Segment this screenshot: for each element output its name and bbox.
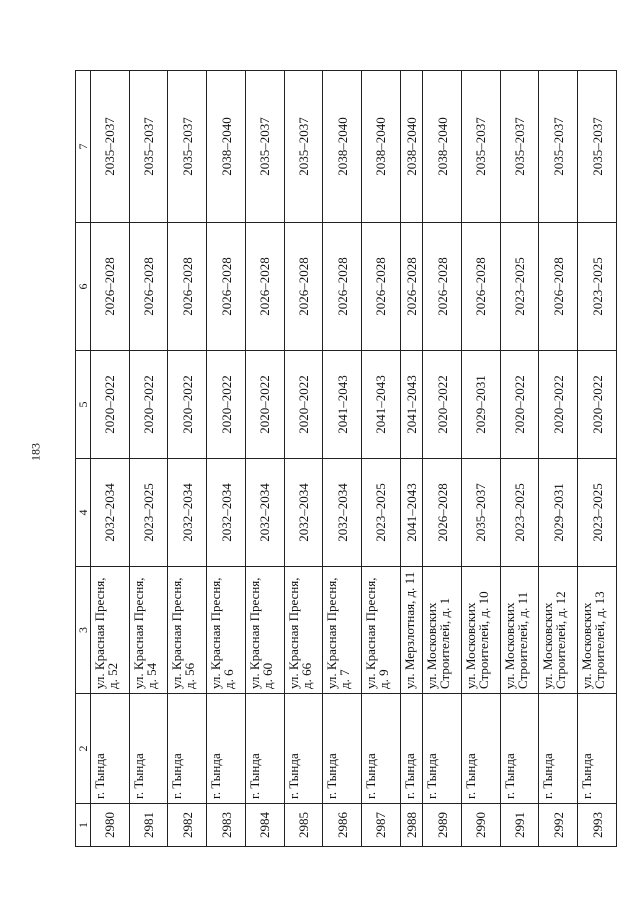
period-col7-cell: 2035–2037 xyxy=(284,71,323,223)
city-cell: г. Тында xyxy=(323,694,362,804)
period-col6-cell: 2023–2025 xyxy=(500,223,539,351)
period-col7-cell: 2038–2040 xyxy=(423,71,462,223)
city-cell: г. Тында xyxy=(245,694,284,804)
row-number-cell: 2987 xyxy=(362,804,401,847)
period-col5-cell: 2041–2043 xyxy=(323,351,362,459)
row-number-cell: 2991 xyxy=(500,804,539,847)
address-cell: ул. Красная Пресня, д. 54 xyxy=(129,567,168,694)
period-col6-cell: 2026–2028 xyxy=(400,223,422,351)
period-col7-cell: 2035–2037 xyxy=(245,71,284,223)
period-col7-cell: 2035–2037 xyxy=(168,71,207,223)
period-col5-cell: 2020–2022 xyxy=(129,351,168,459)
period-col7-cell: 2035–2037 xyxy=(129,71,168,223)
row-number-cell: 2985 xyxy=(284,804,323,847)
period-col7-cell: 2038–2040 xyxy=(362,71,401,223)
address-cell: ул. Красная Пресня, д. 9 xyxy=(362,567,401,694)
table-row xyxy=(578,71,617,847)
address-cell: ул. Красная Пресня, д. 52 xyxy=(91,567,130,694)
address-cell: ул. Московских Строителей, д. 1 xyxy=(423,567,462,694)
period-col5-cell: 2020–2022 xyxy=(500,351,539,459)
period-col4-cell: 2032–2034 xyxy=(284,459,323,567)
address-cell: ул. Московских Строителей, д. 10 xyxy=(461,567,500,694)
period-col4-cell: 2026–2028 xyxy=(423,459,462,567)
rotated-table-wrapper xyxy=(75,71,617,847)
period-col5-cell: 2020–2022 xyxy=(207,351,246,459)
address-cell: ул. Красная Пресня, д. 60 xyxy=(245,567,284,694)
row-number-cell: 2990 xyxy=(461,804,500,847)
period-col5-cell: 2041–2043 xyxy=(362,351,401,459)
table-row xyxy=(245,71,284,847)
period-col6-cell: 2026–2028 xyxy=(284,223,323,351)
table-row xyxy=(284,71,323,847)
period-col6-cell: 2026–2028 xyxy=(207,223,246,351)
period-col5-cell: 2020–2022 xyxy=(168,351,207,459)
city-cell: г. Тында xyxy=(284,694,323,804)
period-col6-cell: 2026–2028 xyxy=(129,223,168,351)
period-col7-cell: 2038–2040 xyxy=(400,71,422,223)
table-row xyxy=(207,71,246,847)
period-col5-cell: 2020–2022 xyxy=(539,351,578,459)
period-col4-cell: 2041–2043 xyxy=(400,459,422,567)
period-col6-cell: 2026–2028 xyxy=(91,223,130,351)
header-cell-4: 4 xyxy=(76,459,91,567)
address-cell: ул. Красная Пресня, д. 56 xyxy=(168,567,207,694)
period-col4-cell: 2023–2025 xyxy=(362,459,401,567)
city-cell: г. Тында xyxy=(129,694,168,804)
data-table xyxy=(75,70,617,847)
period-col5-cell: 2020–2022 xyxy=(91,351,130,459)
header-cell-2: 2 xyxy=(76,694,91,804)
row-number-cell: 2988 xyxy=(400,804,422,847)
period-col4-cell: 2032–2034 xyxy=(91,459,130,567)
row-number-cell: 2986 xyxy=(323,804,362,847)
period-col5-cell: 2020–2022 xyxy=(284,351,323,459)
row-number-cell: 2982 xyxy=(168,804,207,847)
period-col4-cell: 2032–2034 xyxy=(168,459,207,567)
table-header-row xyxy=(76,71,91,847)
table-row xyxy=(168,71,207,847)
address-cell: ул. Красная Пресня, д. 6 xyxy=(207,567,246,694)
table-row xyxy=(323,71,362,847)
table-row xyxy=(400,71,422,847)
header-cell-6: 6 xyxy=(76,223,91,351)
city-cell: г. Тында xyxy=(91,694,130,804)
period-col7-cell: 2035–2037 xyxy=(500,71,539,223)
period-col7-cell: 2035–2037 xyxy=(539,71,578,223)
period-col7-cell: 2035–2037 xyxy=(578,71,617,223)
city-cell: г. Тында xyxy=(578,694,617,804)
period-col5-cell: 2041–2043 xyxy=(400,351,422,459)
period-col4-cell: 2032–2034 xyxy=(323,459,362,567)
period-col5-cell: 2020–2022 xyxy=(423,351,462,459)
page-number: 183 xyxy=(28,443,43,461)
city-cell: г. Тында xyxy=(500,694,539,804)
period-col6-cell: 2026–2028 xyxy=(539,223,578,351)
row-number-cell: 2993 xyxy=(578,804,617,847)
period-col4-cell: 2023–2025 xyxy=(500,459,539,567)
table-body xyxy=(91,71,617,847)
row-number-cell: 2981 xyxy=(129,804,168,847)
city-cell: г. Тында xyxy=(461,694,500,804)
period-col7-cell: 2035–2037 xyxy=(461,71,500,223)
period-col4-cell: 2023–2025 xyxy=(578,459,617,567)
period-col7-cell: 2035–2037 xyxy=(91,71,130,223)
period-col4-cell: 2023–2025 xyxy=(129,459,168,567)
header-cell-7: 7 xyxy=(76,71,91,223)
table-row xyxy=(423,71,462,847)
row-number-cell: 2989 xyxy=(423,804,462,847)
period-col6-cell: 2026–2028 xyxy=(362,223,401,351)
period-col4-cell: 2035–2037 xyxy=(461,459,500,567)
header-cell-5: 5 xyxy=(76,351,91,459)
table-row xyxy=(129,71,168,847)
city-cell: г. Тында xyxy=(362,694,401,804)
period-col7-cell: 2038–2040 xyxy=(323,71,362,223)
period-col5-cell: 2020–2022 xyxy=(578,351,617,459)
row-number-cell: 2980 xyxy=(91,804,130,847)
period-col4-cell: 2032–2034 xyxy=(207,459,246,567)
period-col5-cell: 2029–2031 xyxy=(461,351,500,459)
row-number-cell: 2992 xyxy=(539,804,578,847)
table-container xyxy=(75,71,617,847)
city-cell: г. Тында xyxy=(539,694,578,804)
address-cell: ул. Красная Пресня, д. 7 xyxy=(323,567,362,694)
period-col6-cell: 2023–2025 xyxy=(578,223,617,351)
city-cell: г. Тында xyxy=(400,694,422,804)
row-number-cell: 2984 xyxy=(245,804,284,847)
table-row xyxy=(539,71,578,847)
address-cell: ул. Московских Строителей, д. 11 xyxy=(500,567,539,694)
period-col6-cell: 2026–2028 xyxy=(168,223,207,351)
period-col6-cell: 2026–2028 xyxy=(423,223,462,351)
period-col6-cell: 2026–2028 xyxy=(323,223,362,351)
address-cell: ул. Московских Строителей, д. 13 xyxy=(578,567,617,694)
address-cell: ул. Мерзлотная, д. 11 xyxy=(400,567,422,694)
period-col4-cell: 2029–2031 xyxy=(539,459,578,567)
city-cell: г. Тында xyxy=(207,694,246,804)
address-cell: ул. Московских Строителей, д. 12 xyxy=(539,567,578,694)
period-col6-cell: 2026–2028 xyxy=(245,223,284,351)
city-cell: г. Тында xyxy=(423,694,462,804)
header-cell-3: 3 xyxy=(76,567,91,694)
address-cell: ул. Красная Пресня, д. 66 xyxy=(284,567,323,694)
table-row xyxy=(362,71,401,847)
period-col6-cell: 2026–2028 xyxy=(461,223,500,351)
period-col5-cell: 2020–2022 xyxy=(245,351,284,459)
row-number-cell: 2983 xyxy=(207,804,246,847)
table-row xyxy=(461,71,500,847)
period-col4-cell: 2032–2034 xyxy=(245,459,284,567)
table-row xyxy=(91,71,130,847)
period-col7-cell: 2038–2040 xyxy=(207,71,246,223)
table-row xyxy=(500,71,539,847)
header-cell-1: 1 xyxy=(76,804,91,847)
city-cell: г. Тында xyxy=(168,694,207,804)
